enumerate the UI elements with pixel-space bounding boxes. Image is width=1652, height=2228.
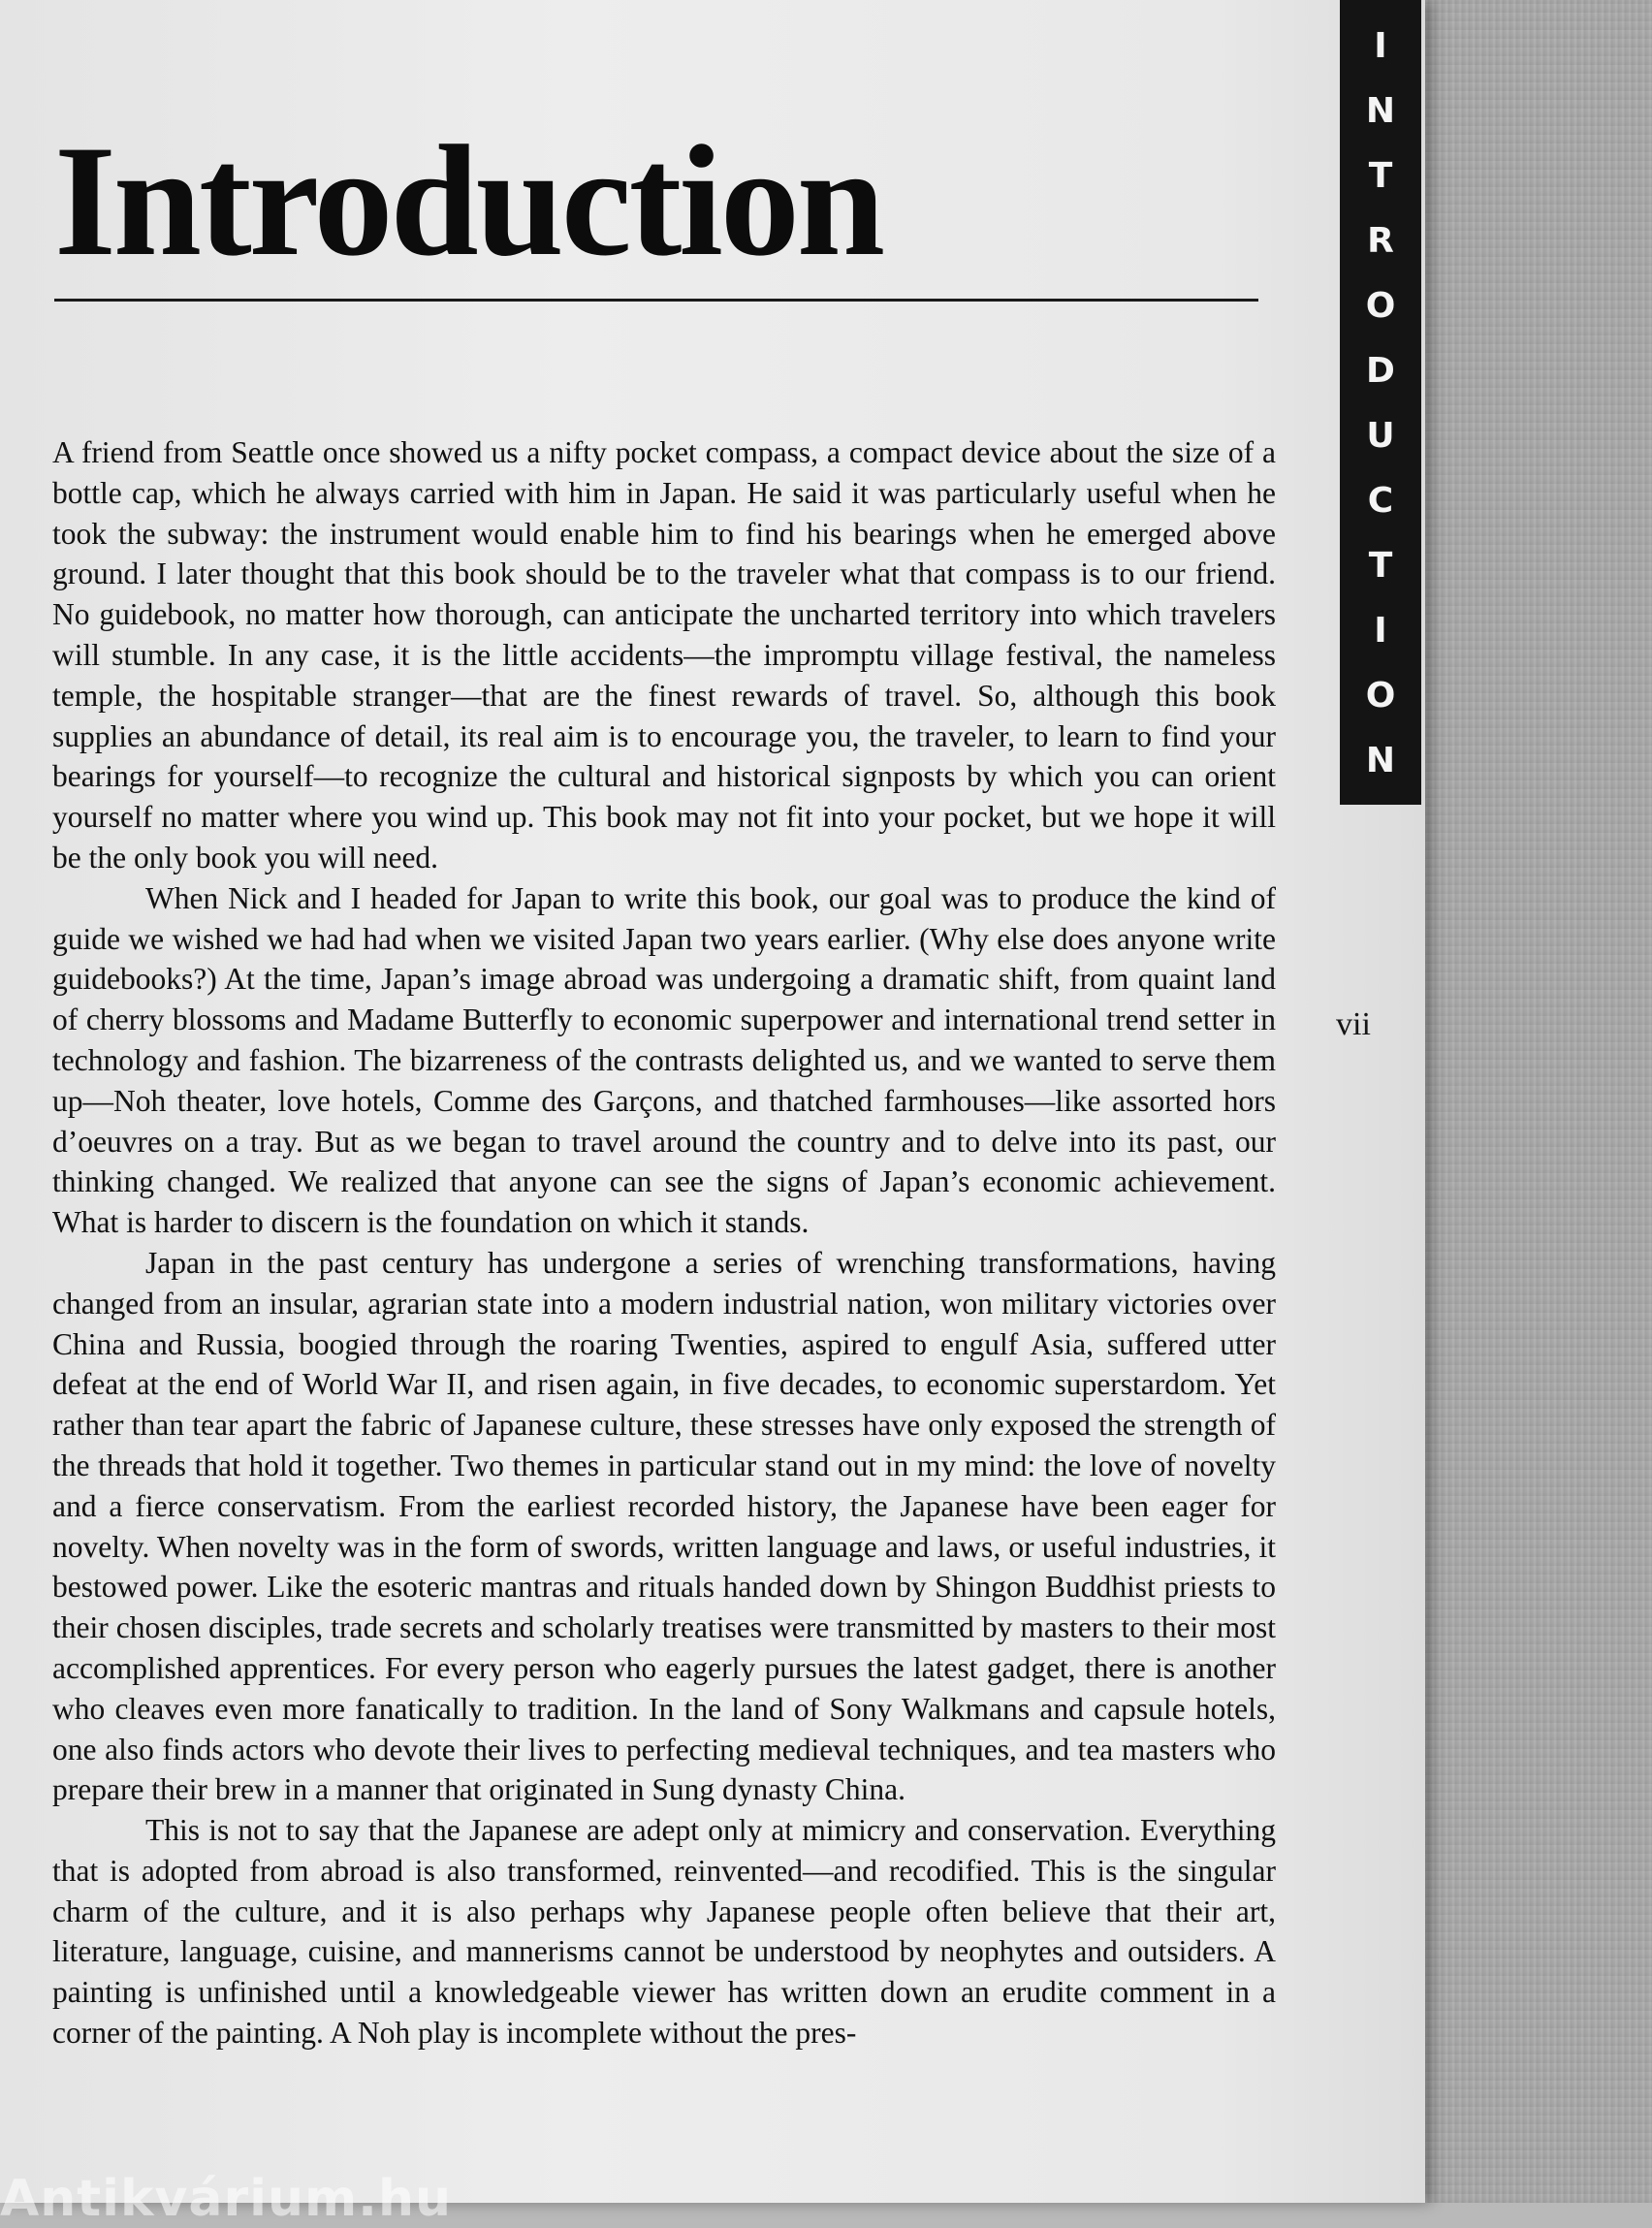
page-number: vii bbox=[1336, 1006, 1371, 1042]
tab-letter: T bbox=[1368, 156, 1393, 196]
title-underline bbox=[54, 299, 1258, 302]
tab-letter: I bbox=[1374, 26, 1387, 66]
tab-letter: D bbox=[1366, 351, 1395, 391]
tab-letter: N bbox=[1365, 741, 1396, 780]
section-tab bbox=[1340, 0, 1421, 805]
page-title: Introduction bbox=[54, 113, 883, 289]
tab-letter: O bbox=[1365, 286, 1396, 326]
watermark: Antikvárium.hu bbox=[0, 2170, 452, 2228]
tab-letter: I bbox=[1374, 611, 1387, 651]
tab-letter: R bbox=[1367, 221, 1394, 261]
paragraph-4: This is not to say that the Japanese are adept only at mimicry and conservation. Everything that is adopted from abroad is also transformed, reinvented—and recodified. This is the singular charm of the culture, and it is also perhaps why Japanese people often believe that their art, literature, language, cuisine, and mannerisms cannot be understood by neophytes and outsiders. A painting is unfinished until a knowledgeable viewer has written down an erudite comment in a corner of the painting. A Noh play is incomplete without the pres- bbox=[52, 1813, 1276, 2051]
paragraph-1: A friend from Seattle once showed us a nifty pocket compass, a compact device about the size of a bottle cap, which he always carried with him in Japan. He said it was particularly useful when he took the subway: the instrument would enable him to find his bearings when he emerged above ground. I later thought that this book should be to the traveler what that compass is to our friend. No guidebook, no matter how thorough, can anticipate the uncharted territory into which travelers will stumble. In any case, it is the little accidents—the impromptu village festival, the nameless temple, the hospitable stranger—that are the finest rewards of travel. So, although this book supplies an abundance of detail, its real aim is to encourage you, the traveler, to learn to find your bearings for yourself—to recognize the cultural and historical signposts by which you can orient yourself no matter where you wind up. This book may not fit into your pocket, but we hope it will be the only book you will need. bbox=[52, 435, 1276, 875]
tab-letter: T bbox=[1368, 546, 1393, 586]
body-text bbox=[52, 432, 1276, 2053]
paragraph-2: When Nick and I headed for Japan to write this book, our goal was to produce the kind of guide we wished we had had when we visited Japan two years earlier. (Why else does anyone write guidebooks?) At the time, Japan’s image abroad was undergoing a dramatic shift, from quaint land of cherry blossoms and Madame Butterfly to economic superpower and international trend setter in technology and fashion. The bizarreness of the contrasts delighted us, and we wanted to serve them up—Noh theater, love hotels, Comme des Garçons, and thatched farmhouses—like assorted hors d’oeuvres on a tray. But as we began to travel around the country and to delve into its past, our thinking changed. We realized that anyone can see the signs of Japan’s economic achievement. What is harder to discern is the foundation on which it stands. bbox=[52, 880, 1276, 1240]
tab-letter: U bbox=[1366, 416, 1395, 456]
tab-letter: N bbox=[1365, 91, 1396, 131]
paragraph-3: Japan in the past century has undergone a series of wrenching transformations, having changed from an insular, agrarian state into a modern industrial nation, won military victories over China and Russia, boogied through the roaring Twenties, aspired to engulf Asia, suffered utter defeat at the end of World War II, and risen again, in five decades, to economic superstardom. Yet rather than tear apart the fabric of Japanese culture, these stresses have only exposed the strength of the threads that hold it together. Two themes in particular stand out in my mind: the love of novelty and a fierce conservatism. From the earliest recorded history, the Japanese have been eager for novelty. When novelty was in the form of swords, written language and laws, or useful industries, it bestowed power. Like the esoteric mantras and rituals handed down by Shingon Buddhist priests to their chosen disciples, trade secrets and scholarly treatises were transmitted by masters to their most accomplished apprentices. For every person who eagerly pursues the latest gadget, there is another who cleaves even more fanatically to tradition. In the land of Sony Walkmans and capsule hotels, one also finds actors who devote their lives to perfecting medieval techniques, and tea masters who prepare their brew in a manner that originated in Sung dynasty China. bbox=[52, 1245, 1276, 1807]
section-tab-letters bbox=[1340, 14, 1421, 793]
tab-letter: C bbox=[1367, 481, 1394, 521]
tab-letter: O bbox=[1365, 676, 1396, 716]
